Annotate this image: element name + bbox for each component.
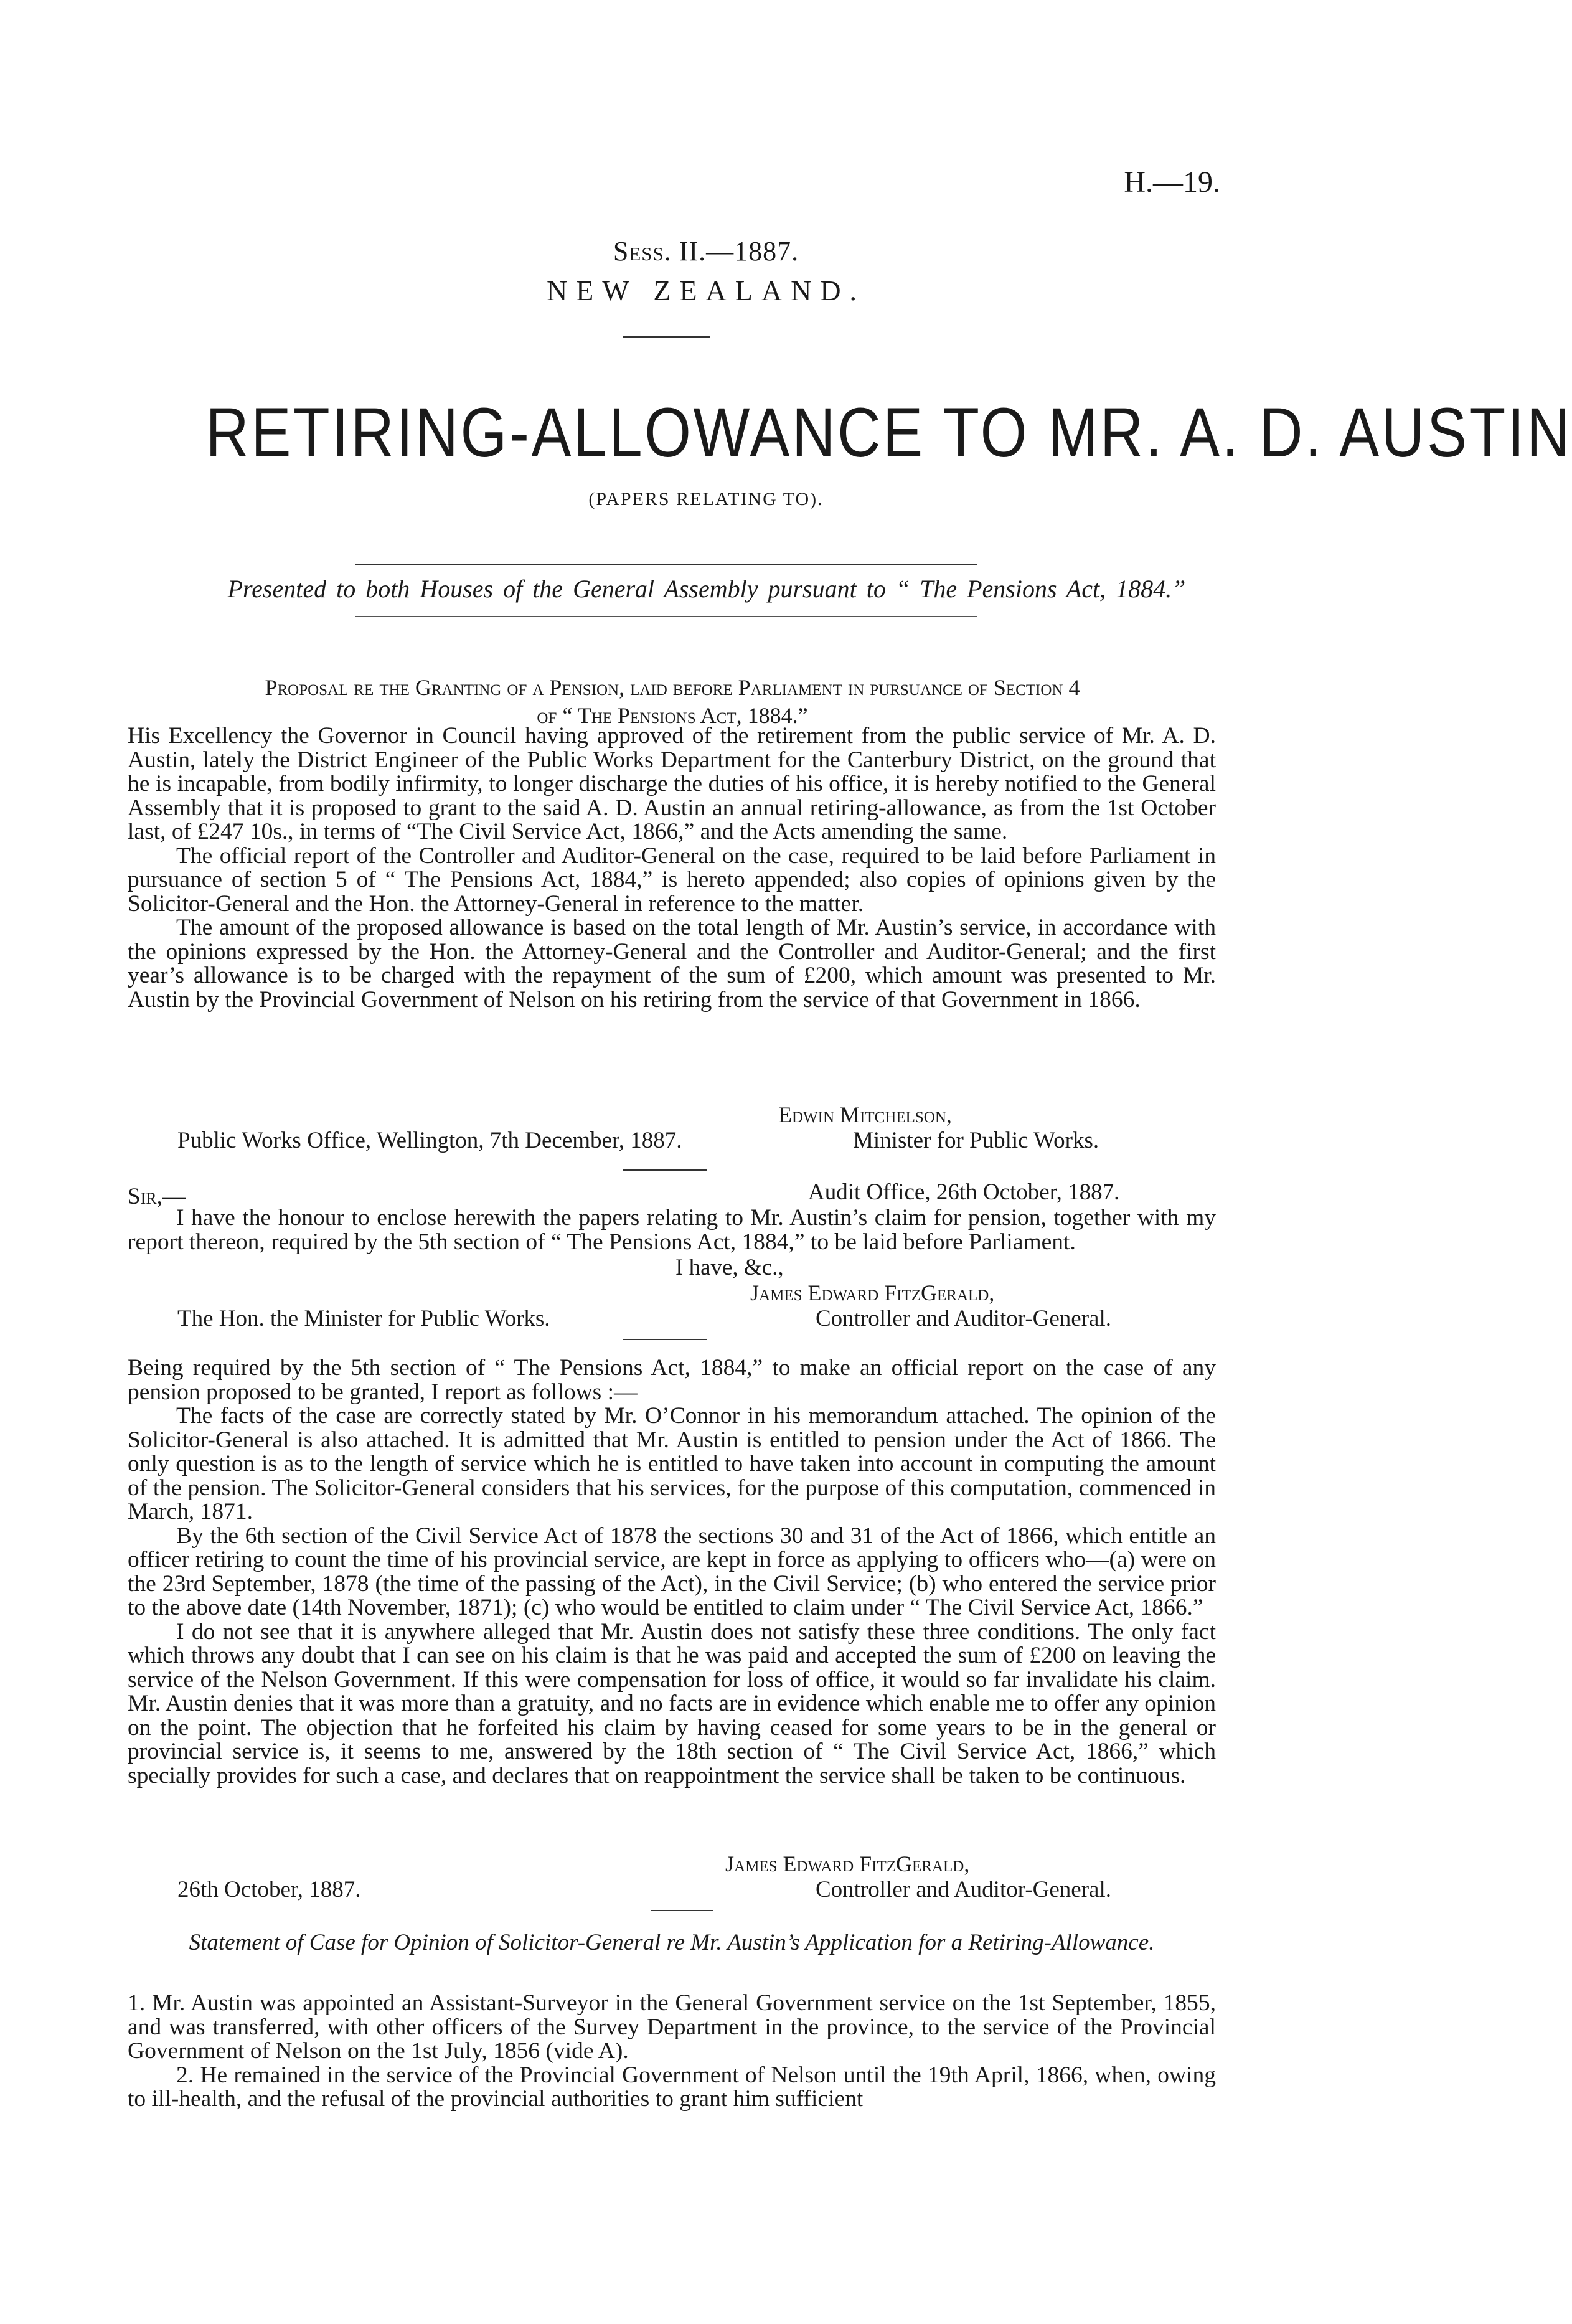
letter-salutation: Sir,— xyxy=(128,1184,186,1209)
statement-body xyxy=(128,1991,1216,2112)
letter-paragraph: I have the honour to enclose herewith the papers relating to Mr. Austin’s claim for pension, together with my report thereon, required by the 5th section of “ The Pensions Act, 1884,” to be laid before Parliament. xyxy=(128,1205,1216,1255)
presented-line: Presented to both Houses of the General Assembly pursuant to “ The Pensions Act, 1884.” xyxy=(227,575,1186,603)
top-divider xyxy=(355,564,977,565)
letter-closing: I have, &c., xyxy=(675,1255,784,1280)
letter-addressee: The Hon. the Minister for Public Works. xyxy=(177,1306,550,1331)
section-divider xyxy=(623,1169,707,1171)
page-reference: H.—19. xyxy=(1124,166,1220,199)
document-title: RETIRING-ALLOWANCE TO MR. A. D. AUSTIN xyxy=(205,394,1572,471)
ornament-rule xyxy=(623,336,710,338)
proposal-paragraph-3: The amount of the proposed allowance is based on the total length of Mr. Austin’s service, in accordance with the opinions expressed by the Hon. the Attorney-General and the Controller and Auditor-General; and the first year’s allowance is to be charged with the repayment of the sum of £200, which amount was presented to Mr. Austin by the Provincial Government of Nelson on his retiring from the service of that Government in 1866. xyxy=(128,915,1216,1013)
letter-signatory-title: Controller and Auditor-General. xyxy=(816,1306,1111,1331)
report-body xyxy=(128,1356,1216,1788)
bottom-divider xyxy=(355,616,977,617)
proposal-paragraph-1: His Excellency the Governor in Council having approved of the retirement from the public service of Mr. A. D. Austin, lately the District Engineer of the Public Works Department for the Canterbury District, on the ground that he is incapable, from bodily infirmity, to longer discharge the duties of his office, it is hereby notified to the General Assembly that it is proposed to grant to the said A. D. Austin an annual retiring-allowance, as from the 1st October last, of £247 10s., in terms of “The Civil Service Act, 1866,” and the Acts amending the same. xyxy=(128,723,1216,844)
report-date: 26th October, 1887. xyxy=(177,1877,361,1902)
document-subtitle: (PAPERS RELATING TO). xyxy=(588,489,824,509)
section-divider xyxy=(623,1339,707,1340)
proposal-heading-line-2: of “ The Pensions Act, 1884.” xyxy=(537,703,808,728)
letter-office-date: Audit Office, 26th October, 1887. xyxy=(808,1179,1120,1205)
statement-paragraph-1: 1. Mr. Austin was appointed an Assistant-Surveyor in the General Government service on the 1st September, 1855, and was transferred, with other officers of the Survey Department in the province, to the service of the Provincial Government of Nelson on the 1st July, 1856 (vide A). xyxy=(128,1990,1216,2064)
proposal-signatory: Edwin Mitchelson, xyxy=(778,1102,952,1127)
section-divider xyxy=(651,1910,713,1911)
session-line: Sess. II.—1887. xyxy=(613,236,799,267)
report-paragraph-2: The facts of the case are correctly stated by Mr. O’Connor in his memorandum attached. The opinion of the Solicitor-General is also attached. It is admitted that Mr. Austin is entitled to pension under the Act of 1866. The only question is as to the length of service which he is entitled to have taken into account in computing the amount of the pension. The Solicitor-General considers that his services, for the purpose of this computation, commenced in March, 1871. xyxy=(128,1403,1216,1524)
proposal-place-date: Public Works Office, Wellington, 7th December, 1887. xyxy=(177,1128,682,1153)
statement-paragraph-2: 2. He remained in the service of the Provincial Government of Nelson until the 19th April, 1866, when, owing to ill-health, and the refusal of the provincial authorities to grant him sufficient xyxy=(128,2062,1216,2112)
statement-heading: Statement of Case for Opinion of Solicitor-General re Mr. Austin’s Application for a Retiring-Allowance. xyxy=(189,1930,1155,1955)
proposal-signatory-title: Minister for Public Works. xyxy=(853,1128,1099,1153)
country-line: NEW ZEALAND. xyxy=(546,275,866,306)
proposal-body xyxy=(128,724,1216,1012)
report-paragraph-4: I do not see that it is anywhere alleged that Mr. Austin does not satisfy these three conditions. The only fact which throws any doubt that I can see on his claim is that he was paid and accepted the sum of £200 on leaving the service of the Nelson Government. If this were compensation for loss of office, it would so far invalidate his claim. Mr. Austin denies that it was more than a gratuity, and no facts are in evidence which enable me to offer any opinion on the point. The objection that he forfeited his claim by having ceased for some years to be in the general or provincial service is, it seems to me, answered by the 18th section of “ The Civil Service Act, 1866,” which specially provides for such a case, and declares that on reappointment the service shall be taken to be continuous. xyxy=(128,1618,1216,1788)
proposal-paragraph-2: The official report of the Controller and Auditor-General on the case, required to be laid before Parliament in pursuance of section 5 of “ The Pensions Act, 1884,” is hereto appended; also copies of opinions given by the Solicitor-General and the Hon. the Attorney-General in reference to the matter. xyxy=(128,843,1216,917)
letter-body xyxy=(128,1206,1216,1254)
report-paragraph-3: By the 6th section of the Civil Service Act of 1878 the sections 30 and 31 of the Act of 1866, which entitle an officer retiring to count the time of his provincial service, are kept in force as applying to officers who—(a) were on the 23rd September, 1878 (the time of the passing of the Act), in the Civil Service; (b) who entered the service prior to the above date (14th November, 1871); (c) who would be entitled to claim under “ The Civil Service Act, 1866.” xyxy=(128,1523,1216,1620)
letter-signatory: James Edward FitzGerald, xyxy=(750,1280,995,1305)
report-signatory-title: Controller and Auditor-General. xyxy=(816,1877,1111,1902)
proposal-heading xyxy=(128,674,1217,730)
report-paragraph-1: Being required by the 5th section of “ The Pensions Act, 1884,” to make an official report on the case of any pension proposed to be granted, I report as follows :— xyxy=(128,1355,1216,1405)
proposal-heading-line-1: Proposal re the Granting of a Pension, laid before Parliament in pursuance of Section 4 xyxy=(265,675,1080,700)
report-signatory: James Edward FitzGerald, xyxy=(725,1851,970,1876)
